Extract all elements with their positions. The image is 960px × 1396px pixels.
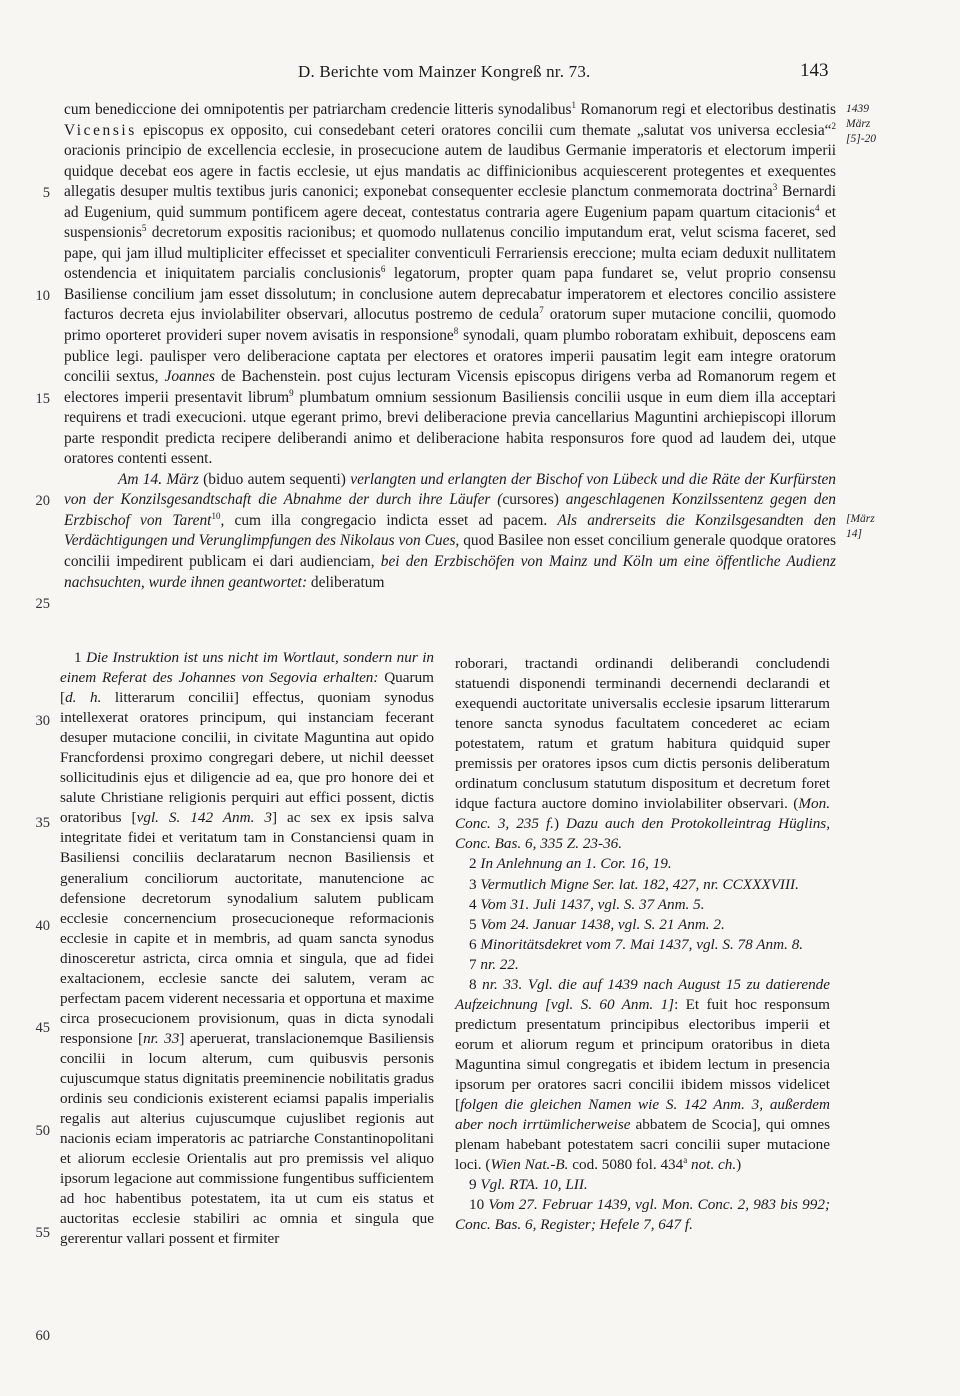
line-number: 5 (42, 185, 50, 201)
footnote-ref: 7 (539, 305, 544, 316)
line-number: 30 (35, 713, 50, 729)
footnote-ref: 1 (571, 99, 577, 110)
footnote-ref: 6 (380, 264, 386, 275)
footnote-ref: 5 (141, 223, 147, 234)
page-header (0, 62, 960, 86)
line-number: 25 (35, 596, 50, 612)
footnote-ref: 9 (289, 387, 294, 398)
line-number: 20 (35, 493, 50, 509)
running-head: D. Berichte vom Mainzer Kongreß nr. 73. (298, 62, 591, 81)
line-number: 40 (35, 918, 50, 934)
footnote-ref: 8 (453, 325, 459, 336)
paragraph-march-14: Am 14. März (biduo autem sequenti) verlangten und erlangten der Bischof von Lübeck und die Räte der Kurfürsten von der Konzilsgesandtschaft die Abnahme der durch ihre Läufer (cursores) angeschlagenen Konzilssentenz gegen den Erzbischof von Tarent$^{10}$, cum illa congregacio indicta esset ad pacem. Als andrerseits die Konzilsgesandten den Verdächtigungen und Verunglimpfungen des Nikolaus von Cues, quod Basilee non esset concilium generale quodque oratores concilii impedirent publicam ei dari audienciam, bei den Erzbischöfen von Mainz und Köln um eine öffentliche Audienz nachsuchten, wurde ihnen geantwortet: deliberatum (64, 470, 837, 591)
footnotes-right-column (455, 654, 830, 1235)
line-number: 35 (35, 815, 50, 831)
paragraph-report: cum benediccione dei omnipotentis per patriarcham credencie litteris synodalibus$^1$ Romanorum regi et electoribus destinatis Vicensis episcopus ex opposito, cui consedebant ceteri oratores concilii cum themate „salutat vos universa ecclesia“$^2$ oracionis principio de excellencia ecclesie, in prosecucione autem de laudibus Germanie imperatoris et electorum imperii quidque decebat eos agere in factis ecclesie, ut ejus mandatis ac diffinicionibus acquiescerent protegentes et exequentes allegatis desuper multis textibus juris canonici; exponebat consequenter ecclesie planctum conmemorata doctrina$^3$ Bernardi ad Eugenium, quid summum pontificem agere deceat, contestatus contraria agere Eugenium papam quartum citacionis$^4$ et suspensionis$^5$ decretorum expositis racionibus; et quomodo nullatenus concilio imputandum erat, velut scisma faceret, sed pape, qui jam illud multipliciter effecisset et specialiter conventiculi Ferrariensis ereccione; multa eciam deduxit nullitatem ostendencia et iniquitatem parcialis conclusionis$^6$ legatorum, propter quam papa fundaret se, velut proprio consensu Basiliense concilium jam esset dissolutum; in conclusione autem deprecabatur imperatorem et electores concilio assistere facturos decreta ejus inviolabiliter observari, allocutus postremo de cedula$^7$ oratorum super mutacione concilii, quomodo primo oporteret provideri super novem avisatis in responsione$^8$ synodali, quam plumbo roboratam exhibuit, deposcens eam publice legi. paulisper vero deliberacione captata per electores et oratores imperii pausatim legit eam integre oratorum concilii sextus, Joannes de Bachenstein. post cujus lecturam Vicensis episcopus dirigens verba ad Romanorum regem et electores imperii presentavit librum$^9$ plumbatum omnium sessionum Basiliensis concilii usque in eum diem illa acceptari requirens et tradi execucioni. utque egerant primo, brevi deliberacione previa cancellarius Maguntini archiepiscopi illorum parte respondit predicta recipere deliberandi animo et deliberacione habita responsuros fore quod ad laudem dei, utque oratores contenti essent. (64, 99, 836, 468)
footnote-10: 10 Vom 27. Februar 1439, vgl. Mon. Conc. 2, 983 bis 992; Conc. Bas. 6, Register; Hefele 7, 647 f. (455, 1196, 831, 1234)
footnote-4: 4 Vom 31. Juli 1437, vgl. S. 37 Anm. 5. (469, 895, 705, 913)
footnote-9: 9 Vgl. RTA. 10, LII. (469, 1176, 588, 1194)
footnote-1-continued: roborari, tractandi ordinandi deliberandi concludendi statuendi disponendi terminandi decernendi declarandi et exequendi auctoritate universalis ecclesie ipsarum litterarum tenore sancta synodus facultatem concederet ac eciam potestatem, ratum et gratum habitura quidquid super premissis per oratores ipsos cum dictis personis deliberatum ordinatum conclusum statutum dispositum et decretum foret idque factura auctore domino inviolabiliter observari. (Mon. Conc. 3, 235 f.) Dazu auch den Protokolleintrag Hüglins, Conc. Bas. 6, 335 Z. 23-36. (455, 655, 831, 853)
footnote-2: 2 In Anlehnung an 1. Cor. 16, 19. (469, 855, 672, 873)
footnote-ref: 2 (831, 120, 836, 131)
footnote-7: 7 nr. 22. (469, 955, 519, 973)
page-number: 143 (800, 60, 829, 81)
margin-note-date-1439: 1439 März [5]-20 (846, 103, 877, 145)
footnote-5: 5 Vom 24. Januar 1438, vgl. S. 21 Anm. 2. (469, 915, 725, 933)
line-number: 45 (35, 1020, 50, 1036)
line-number: 55 (35, 1225, 50, 1241)
footnote-ref: 10 (211, 510, 221, 521)
footnote-3: 3 Vermutlich Migne Ser. lat. 182, 427, nr. CCXXXVIII. (469, 875, 799, 893)
footnote-ref: 3 (772, 182, 778, 193)
footnote-1: 1 Die Instruktion ist uns nicht im Wortlaut, sondern nur in einem Referat des Johannes von Segovia erhalten: Quarum [d. h. litterarum concilii] effectus, quoniam synodus intellexerat oratores principum, qui instanciam fecerant desuper mutacione concilii, in civitate Maguntina aut opido Francfordensi proximo congregari debere, ut nichil deesset sollicitudinis ejus et diligencie ad ea, que pro honore dei et salute Christiane religionis perquiri aut effici possent, dictis oratoribus [vgl. S. 142 Anm. 3] ac sex ex ipsis salva integritate fidei et veritatum tam in Constanciensi quam in Basiliensi conciliis declaratarum necnon Basiliensis et generalium conciliorum auctoritate, manutencione ac defensione decretorum synodalium salutem publicam ecclesie concernencium prosecucioneque reformacionis ecclesie in capite et in membris, ad quam sancta synodus dinosceretur astricta, circa omnia et singula, que ad fidei exaltacionem, ecclesie sancte dei salutem, veram ac perfectam pacem viderent necessaria et opportuna et maxime circa prosecucionem provisionum, quas in dicta synodali responsione [nr. 33] aperuerat, translacionemque Basiliensis concilii in locum alterum, cum quibusvis personis cujuscumque status dignitatis preeminencie nobilitatis gradus ordinis seu condicionis existerent eciamsi papalis imperialis regalis aut alterius cujuscumque cujuslibet regionis aut nacionis eciam imperatoris ac patriarche Constantinopolitani et aliorum ecclesie Orientalis aut pro premissis vel aliquo ipsorum legacione aut commissione fungentibus sufficientem ad hoc habentibus potestatem, ita ut cum eis status et auctoritas ecclesie stabiliri ac omnia et singula que gererentur vallari possent et firmiter (60, 649, 435, 1248)
margin-note-date-march-14: [März 14] (846, 513, 875, 540)
line-number: 10 (35, 288, 50, 304)
footnotes-left-column (60, 648, 434, 1249)
line-number: 15 (35, 391, 50, 407)
footnote-8: 8 nr. 33. Vgl. die auf 1439 nach August 15 zu datierende Aufzeichnung [vgl. S. 60 Anm. 1]: Et fuit hoc responsum predictum presentatum principibus electoribus imperii et eorum et aliorum regum et principum oratoribus in dieta Maguntina simul congregatis et ibidem lectum in presencia ipsorum per oratores sacri concilii ibidem missos videlicet [folgen die gleichen Namen wie S. 142 Anm. 3, außerdem aber noch irrtümlicherweise abbatem de Scocia], qui omnes plenam habebant potestatem sacri concilii super mutacione loci. (Wien Nat.-B. cod. 5080 fol. 434$^a$ not. ch.) (455, 975, 831, 1174)
footnote-6: 6 Minoritätsdekret vom 7. Mai 1437, vgl. S. 78 Anm. 8. (469, 935, 804, 953)
line-number: 60 (35, 1328, 50, 1344)
line-number: 50 (35, 1123, 50, 1139)
footnote-ref: 4 (814, 202, 820, 213)
main-text (64, 100, 836, 593)
